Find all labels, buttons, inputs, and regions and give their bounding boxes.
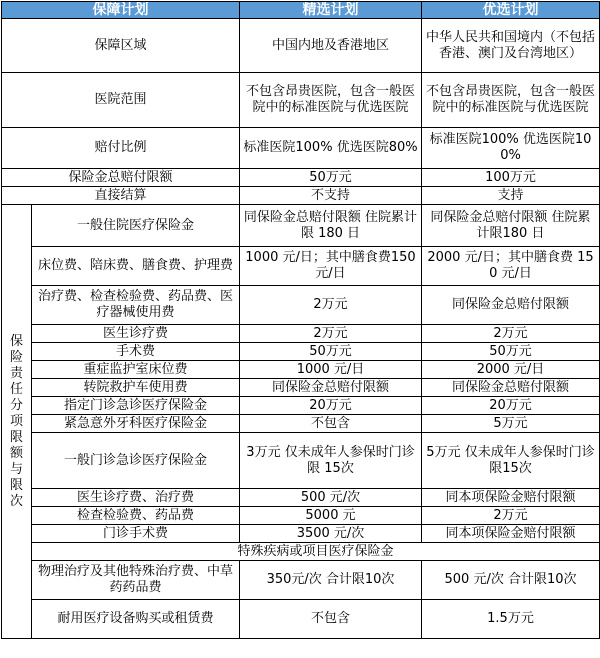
selected-value: 2万元 [240,286,422,325]
premium-value: 100万元 [422,169,600,187]
row-label: 医生诊疗费、治疗费 [32,489,240,507]
table-row [2,343,600,361]
plan-comparison-table [1,1,600,639]
selected-value: 中国内地及香港地区 [240,19,422,73]
premium-value: 2万元 [422,325,600,343]
row-label: 床位费、陪床费、膳食费、护理费 [32,247,240,286]
selected-value: 500 元/次 [240,489,422,507]
row-label: 赔付比例 [2,128,240,169]
premium-value: 2000 元/日 [422,361,600,379]
premium-value: 不包含昂贵医院，包含一般医院中的标准医院与优选医院 [422,73,600,128]
premium-value: 500 元/次 合计限10次 [422,561,600,600]
table-row [2,397,600,415]
premium-value: 50万元 [422,343,600,361]
row-label: 一般住院医疗保险金 [32,205,240,247]
premium-value: 同保险金总赔付限额 住院累计限180 日 [422,205,600,247]
row-label: 手术费 [32,343,240,361]
row-label: 紧急意外牙科医疗保险金 [32,415,240,433]
row-label: 门诊手术费 [32,525,240,543]
premium-value: 同本项保险金赔付限额 [422,525,600,543]
table-row [2,128,600,169]
table-row [2,325,600,343]
selected-value: 3万元 仅未成年人参保时门诊限 15次 [240,433,422,489]
header-selected-plan: 精选计划 [240,2,422,19]
premium-value: 5万元 仅未成年人参保时门诊限15次 [422,433,600,489]
selected-value: 同保险金总赔付限额 住院累计限 180 日 [240,205,422,247]
row-label: 保障区域 [2,19,240,73]
table-row [2,489,600,507]
group-label: 保险责任分项限额与限次 [2,205,32,639]
selected-value: 1000 元/日 [240,361,422,379]
selected-value: 1000 元/日；其中膳食费150元/日 [240,247,422,286]
selected-value: 2万元 [240,325,422,343]
selected-value: 同保险金总赔付限额 [240,379,422,397]
table-row [2,379,600,397]
row-label: 一般门诊急诊医疗保险金 [32,433,240,489]
table-row [2,73,600,128]
table-row [2,561,600,600]
selected-value: 5000 元 [240,507,422,525]
table-row [2,169,600,187]
row-label: 直接结算 [2,187,240,205]
premium-value: 2万元 [422,507,600,525]
table-row [2,205,600,247]
section-row [2,543,600,561]
table-header-row [2,2,600,19]
premium-value: 标准医院100% 优选医院100% [422,128,600,169]
row-label: 检查检验费、药品费 [32,507,240,525]
premium-value: 1.5万元 [422,600,600,639]
selected-value: 不包含昂贵医院，包含一般医院中的标准医院与优选医院 [240,73,422,128]
row-label: 医生诊疗费 [32,325,240,343]
premium-value: 同保险金总赔付限额 [422,286,600,325]
row-label: 医院范围 [2,73,240,128]
selected-value: 不包含 [240,600,422,639]
selected-value: 20万元 [240,397,422,415]
selected-value: 标准医院100% 优选医院80% [240,128,422,169]
table-row [2,415,600,433]
premium-value: 支持 [422,187,600,205]
selected-value: 50万元 [240,169,422,187]
row-label: 治疗费、检查检验费、药品费、医疗器械使用费 [32,286,240,325]
row-label: 重症监护室床位费 [32,361,240,379]
table-row [2,361,600,379]
premium-value: 同保险金总赔付限额 [422,379,600,397]
special-section-title: 特殊疾病或项目医疗保险金 [32,543,600,561]
table-row [2,507,600,525]
row-label: 保险金总赔付限额 [2,169,240,187]
premium-value: 20万元 [422,397,600,415]
row-label: 耐用医疗设备购买或租赁费 [32,600,240,639]
premium-value: 5万元 [422,415,600,433]
premium-value: 2000 元/日；其中膳食费 150 元/日 [422,247,600,286]
premium-value: 同本项保险金赔付限额 [422,489,600,507]
selected-value: 50万元 [240,343,422,361]
selected-value: 3500 元/次 [240,525,422,543]
selected-value: 不包含 [240,415,422,433]
table-row [2,286,600,325]
table-row [2,525,600,543]
header-plan: 保障计划 [2,2,240,19]
table-row [2,247,600,286]
row-label: 物理治疗及其他特殊治疗费、中草药药品费 [32,561,240,600]
row-label: 指定门诊急诊医疗保险金 [32,397,240,415]
table-row [2,19,600,73]
selected-value: 350元/次 合计限10次 [240,561,422,600]
table-row [2,600,600,639]
table-row [2,433,600,489]
selected-value: 不支持 [240,187,422,205]
header-premium-plan: 优选计划 [422,2,600,19]
table-row [2,187,600,205]
row-label: 转院救护车使用费 [32,379,240,397]
premium-value: 中华人民共和国境内（不包括香港、澳门及台湾地区） [422,19,600,73]
